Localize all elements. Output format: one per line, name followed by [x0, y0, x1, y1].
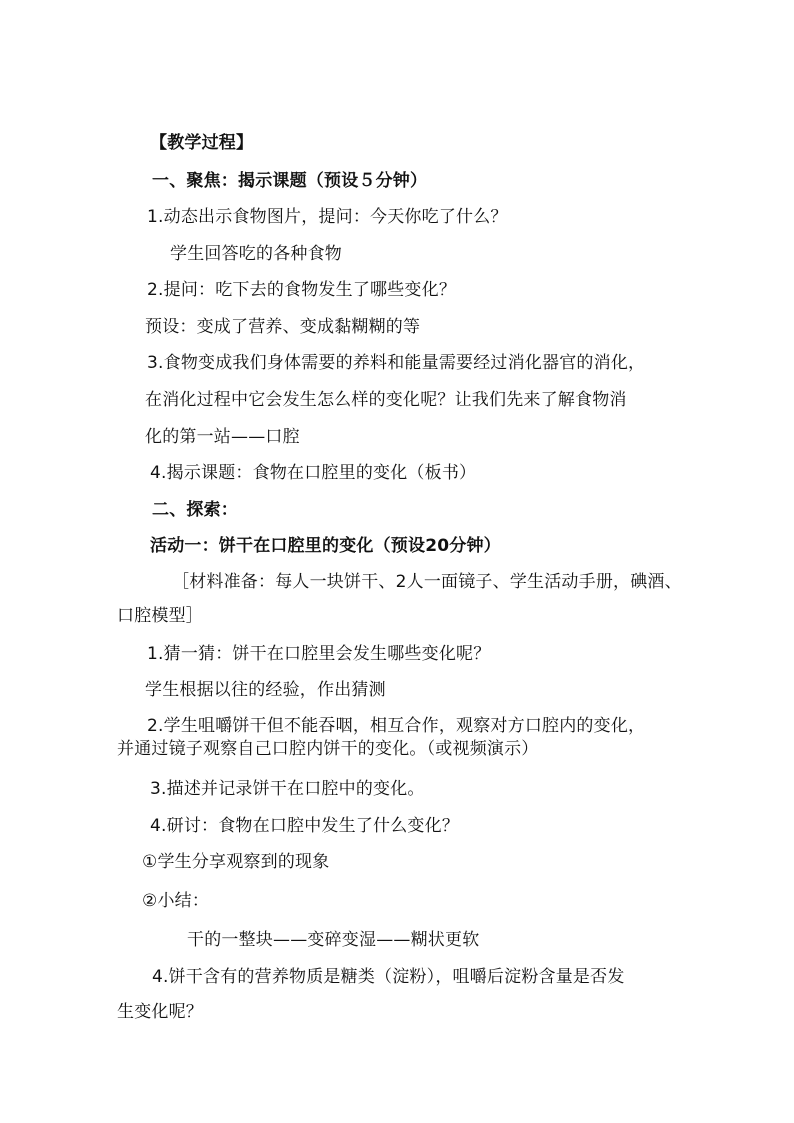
part2-step3: 3.描述并记录饼干在口腔中的变化。	[150, 779, 425, 799]
section-title: 【教学过程】	[150, 133, 254, 153]
part2-step5-line1: 4.饼干含有的营养物质是糖类（淀粉），咀嚼后淀粉含量是否发	[152, 967, 625, 987]
part1-step3-line1: 3.食物变成我们身体需要的养料和能量需要经过消化器官的消化，	[147, 353, 646, 373]
part2-summary: 干的一整块——变碎变湿——糊状更软	[187, 930, 480, 950]
part2-heading: 二、探索：	[152, 500, 238, 520]
part1-step2-preset: 预设：变成了营养、变成黏糊糊的等	[145, 317, 421, 337]
part2-item2: ②小结：	[142, 891, 210, 911]
part2-step2-line1: 2.学生咀嚼饼干但不能吞咽，相互合作，观察对方口腔内的变化，	[147, 716, 646, 736]
part2-step1: 1.猜一猜：饼干在口腔里会发生哪些变化呢？	[147, 644, 491, 664]
part2-step4: 4.研讨：食物在口腔中发生了什么变化？	[150, 816, 460, 836]
part1-step4: 4.揭示课题：食物在口腔里的变化（板书）	[150, 463, 477, 483]
part1-step2: 2.提问：吃下去的食物发生了哪些变化？	[147, 280, 457, 300]
materials-line1: ［材料准备：每人一块饼干、2人一面镜子、学生活动手册，碘酒、	[172, 572, 682, 592]
part1-step3-line2: 在消化过程中它会发生怎么样的变化呢？让我们先来了解食物消	[145, 390, 627, 410]
part2-step2-line2: 并通过镜子观察自己口腔内饼干的变化。（或视频演示）	[117, 739, 539, 759]
part1-step1: 1.动态出示食物图片，提问：今天你吃了什么？	[147, 207, 508, 227]
part1-heading: 一、聚焦：揭示课题（预设５分钟）	[152, 171, 428, 191]
part1-step3-line3: 化的第一站——口腔	[145, 427, 300, 447]
part2-step1-answer: 学生根据以往的经验，作出猜测	[145, 680, 386, 700]
part2-step5-line2: 生变化呢？	[117, 1002, 203, 1022]
part1-step1-answer: 学生回答吃的各种食物	[170, 244, 342, 264]
materials-line2: 口腔模型］	[117, 606, 203, 626]
part2-item1: ①学生分享观察到的现象	[142, 852, 330, 872]
activity1-title: 活动一：饼干在口腔里的变化（预设20分钟）	[150, 536, 501, 556]
